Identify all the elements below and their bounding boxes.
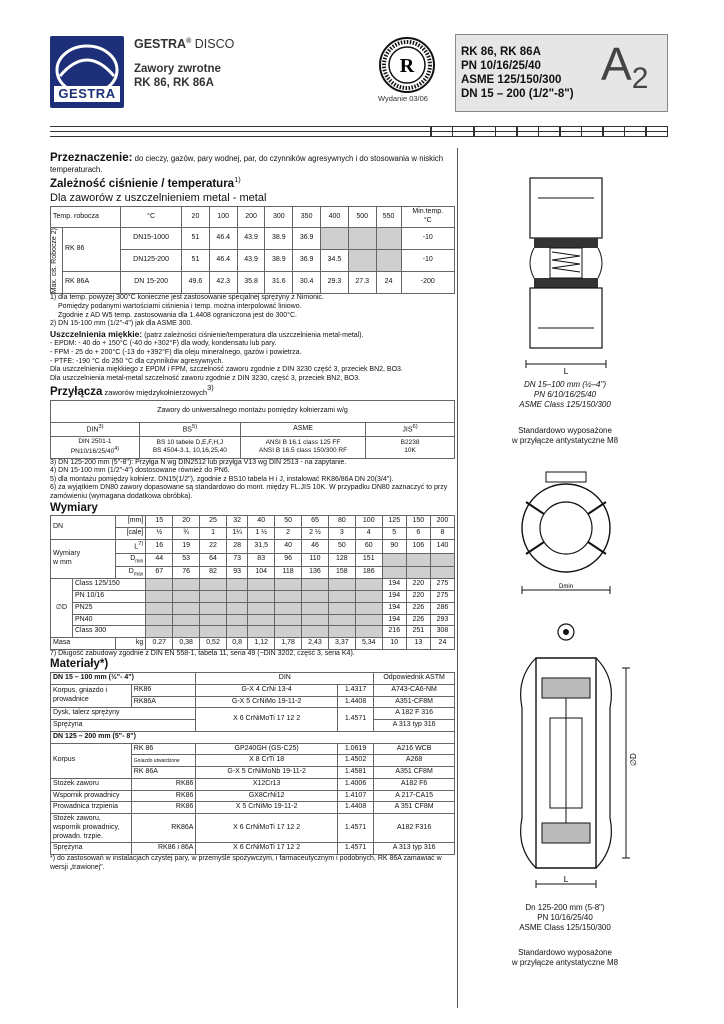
brand-name: GESTRA® DISCO <box>134 37 235 51</box>
connections-notes: 3) DN 125-200 mm (5"-8"): Przyłga N wg DIN2512 lub przyłga V13 wg DIN 2513 - na zapytanie. 4) DN 15-100 mm (1/2"-4") dostosowane również do PN6. 5) dla montażu pomiędzy kołnierz. DN15(1/2"), zgodnie z BS10 tabela H i J, instalować RK86/86A DN 20(3/4"). 6) za wyjątkiem DN80 zawory dopasowane są standardowo do mont. między FL.JIS 10K. W przypadku DN80 zaznaczyć to przy zamówieniu (wymagana dodatkowa obróbka). <box>50 458 448 500</box>
dimension-label-dmin: Dmin <box>558 584 574 590</box>
pt-notes: 1) dla temp. powyżej 300°C konieczne jest zastosowanie specjalnej sprężyny z Nimonic. Pomiędzy podanymi wartościami ciśnienia i temp. można interpolować liniowo. Zgodnie z AD W5 temp. zastosowania dla 1.4408 ograniczona jest do 300°C. 2) DN 15-100 mm (1/2"-4") jak dla ASME 300. <box>50 294 324 328</box>
antistatic-note-large: Standardowo wyposażone w przyłącze antystatyczne M8 <box>511 948 619 967</box>
small-valve-front-drawing <box>486 462 646 604</box>
dimension-label-L-large: L <box>563 875 569 884</box>
spec-lines: RK 86, RK 86A PN 10/16/25/40 ASME 125/150/300 DN 15 – 200 (1/2"-8") <box>461 46 574 101</box>
pressure-temperature-table: Temp. robocza °C 20 100 200 300 350 400 500 550 Min.temp. °C Max. ciś. Robocze 2) RK 86 DN15-1000 51 46.4 43.9 38.9 36.9 -10 DN125-200 51 46.4 43.9 38.9 36.9 34.5 -10 RK 86A DN 15-200 49.6 42.3 35.8 31.6 30.4 29.3 27.3 24 -200 <box>50 206 455 294</box>
purpose-section: Przeznaczenie: do cieczy, gazów, pary wodnej, par, do czynników agresywnych i do stosowania w niskich temperaturach. <box>50 152 444 175</box>
soft-seals-section: Uszczelnienia miękkie: (patrz zależności ciśnienie/temperatura dla uszczelnienia metal-metal). - EPDM: - 40 do + 150°C (-40 do +302°F) dla wody, kondensatu lub pary. - FPM - 25 do + 200°C (-13 do +392°F) dla oleju mineralnego, gazów i powietrza. - PTFE: -190 °C do 250 °C dla czynników agresywnych. Dla uszczelnienia miękkiego z EPDM i FPM, szczelność zaworu zgodnie z DIN 3230 część 3, przeciek BN2, BO3. Dla uszczelnienia metal-metal szczelność zaworu zgodnie z DIN 3230, część 3, przeciek BN2, BO3. <box>50 328 403 382</box>
edition-label: Wydanie 03/06 <box>378 94 428 103</box>
caption-large: Dn 125-200 mm (5-8") PN 10/16/25/40 ASME Class 125/150/300 <box>519 903 611 932</box>
dimensions-note: 7) Długość zabudowy zgodnie z DIN EN 558-1, tabela 11, seria 49 (~DIN 3202, część 3, seria K4). <box>50 649 355 657</box>
gestra-logo <box>50 36 124 108</box>
pt-title: Zależność ciśnienie / temperatura$^{1)}$ <box>50 175 241 190</box>
divider-ticks <box>320 127 668 136</box>
spec-box <box>455 34 668 112</box>
dimensions-table: DN [mm] 15 20 25 32 40 50 65 80 100 125 150 200 [cale] ½ ¾ 1 1¼ 1 ½ 2 2 ½ 3 4 5 6 8 Wymiary w mm $L^{7)}$ 16 19 22 28 31,5 40 46 50 60 90 106 140 $D_{min}$ 44 53 64 73 83 96 110 128 151 $D_{max}$ 67 76 82 93 104 118 136 158 186 ∅D Class 125/150 194 220 275 PN 10/16 194 220 275 PN25 194 226 286 PN40 194 226 293 Class 300 216 251 308 Masa kg 0.27 0,38 0,52 0,8 1,12 1,78 2,43 3,37 5,34 10 13 24 <box>50 515 455 649</box>
pt-subtitle: Dla zaworów z uszczelnieniem metal - metal <box>50 191 267 204</box>
column-separator <box>457 148 458 1008</box>
svg-text:R: R <box>399 55 415 77</box>
dimension-label-od: ∅D <box>629 753 638 766</box>
connections-title: Przyłącza zaworów międzykołnierzowych$^{3)}$ <box>50 383 214 399</box>
large-valve-section-drawing <box>486 618 646 903</box>
materials-table: DN 15 – 100 mm (½"- 4") DIN Odpowiednik ASTM Korpus, gniazdo i prowadnice RK86 G-X 4 CrNi 13-4 1.4317 A743-CA6-NM RK86A G-X 5 CrNiMo 19-11-2 1.4408 A351-CF8M Dysk, talerz sprężyny X 6 CrNiMoTi 17 12 2 1.4571 A 182 F 316 Sprężyna A 313 typ 316 DN 125 – 200 mm (5"- 8") Korpus RK 86 GP240GH (GS-C25) 1.0619 A216 WCB Gniazdo utwardzone X 8 CrTi 18 1.4502 A268 RK 86A G-X 5 CrNiMoNb 19-11-2 1.4581 A351 CF8M Stożek zaworu RK86 X12Cr13 1.4006 A182 F6 Wspornik prowadnicy RK86 GX8CrNi12 1.4107 A 217-CA15 Prowadnica trzpienia RK86 X 5 CrNiMo 19-11-2 1.4408 A 351 CF8M Stożek zaworu, wspornik prowadnicy, prowadn. trzpie. RK86A X 6 CrNiMoTi 17 12 2 1.4571 A182 F316 Sprężyna RK86 i 86A X 6 CrNiMoTi 17 12 2 1.4571 A 313 typ 316 <box>50 672 455 855</box>
antistatic-note-small: Standardowo wyposażone w przyłącze antystatyczne M8 <box>511 426 619 445</box>
caption-small: DN 15–100 mm (½–4") PN 6/10/16/25/40 ASME Class 125/150/300 <box>519 380 611 409</box>
divider <box>50 136 668 137</box>
main-content <box>50 151 455 872</box>
materials-title: Materiały*) <box>50 658 109 671</box>
logo-emblem-icon <box>50 36 124 92</box>
materials-footnote: *) do zastosowań w instalacjach czystej pary, w przemyśle spożywczym, i farmaceutycznym i podobnych, RK 86A zamawiać w wersji „trawionej". <box>50 855 442 871</box>
connections-table: Zawory do uniwersalnego montażu pomiędzy kołnierzami w/g DIN$^{3)}$ BS$^{5)}$ ASME JIS$^{6)}$ DIN 2501-1 PN10/16/25/40$^{4)}$ BS 10 tabele D,E,F,H,J BS 4504-3.1, 10,16,25,40 ANSI B 16.1 class 125 FF ANSI B 16.5 class 150/300 RF B2238 10K <box>50 400 455 458</box>
dimension-label-L: L <box>563 367 569 376</box>
logo-text: GESTRA <box>54 86 120 102</box>
small-valve-section-drawing <box>486 168 646 378</box>
quality-seal-icon <box>378 36 436 94</box>
sheet-code: $A_2$ <box>601 38 649 95</box>
product-title: Zawory zwrotne RK 86, RK 86A <box>134 63 221 90</box>
dimensions-title: Wymiary <box>50 501 98 514</box>
